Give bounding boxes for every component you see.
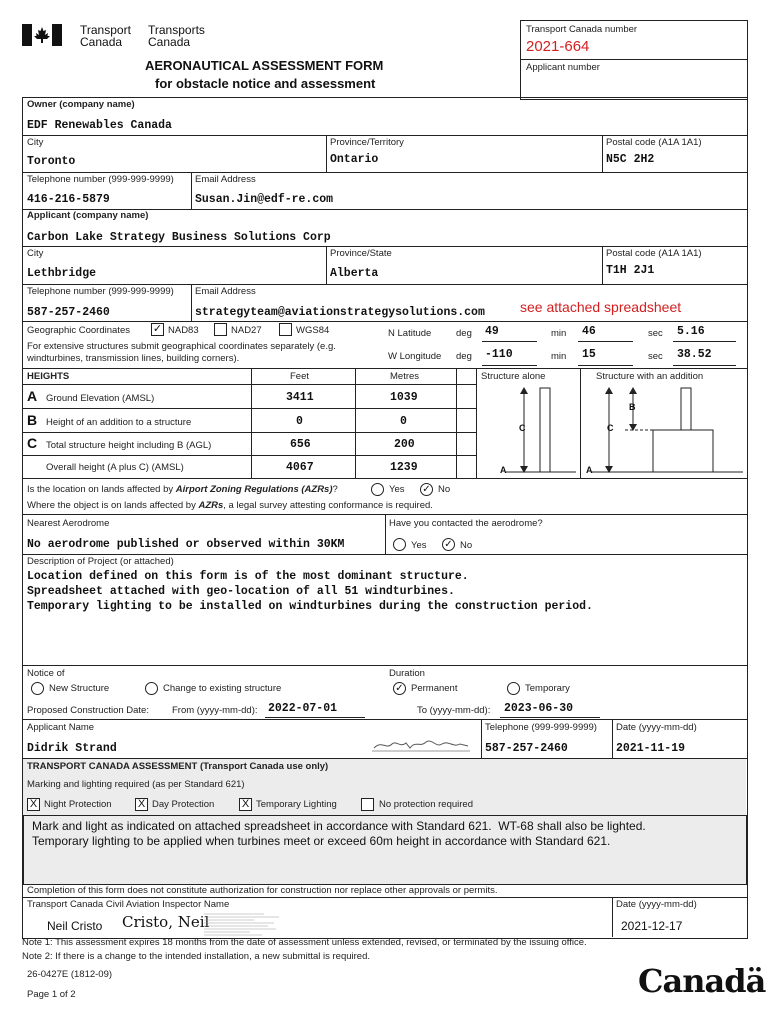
permanent-radio[interactable]: ✓ <box>393 682 406 695</box>
signature-date-label: Date (yyyy-mm-dd) <box>616 722 697 733</box>
wgs84-checkbox[interactable] <box>279 323 292 336</box>
ground-elevation-feet[interactable]: 3411 <box>286 391 314 404</box>
marking-lighting-label: Marking and lighting required (as per Standard 621) <box>27 779 245 790</box>
wgs84-label: WGS84 <box>296 325 330 336</box>
inspector-date-label: Date (yyyy-mm-dd) <box>616 899 697 910</box>
new-structure-label: New Structure <box>49 683 110 694</box>
applicant-company[interactable]: Carbon Lake Strategy Business Solutions Corp <box>27 231 331 244</box>
project-description-label: Description of Project (or attached) <box>27 556 174 567</box>
note-1: Note 1: This assessment expires 18 months from the date of assessment unless extended, revised, or terminated by the issuing office. <box>22 937 587 948</box>
addition-height-metres[interactable]: 0 <box>400 415 407 428</box>
to-date[interactable]: 2023-06-30 <box>504 702 574 715</box>
note-2: Note 2: If there is a change to the intended installation, a new submittal is required. <box>22 951 371 962</box>
heights-header: HEIGHTS <box>27 371 70 382</box>
ground-elevation-label: Ground Elevation (AMSL) <box>46 393 155 404</box>
lon-min-value[interactable]: 15 <box>582 348 596 361</box>
lon-sec-value[interactable]: 38.52 <box>677 348 712 361</box>
tc-number-value[interactable]: 2021-664 <box>526 38 590 55</box>
proposed-date-label: Proposed Construction Date: <box>27 705 149 716</box>
owner-postal[interactable]: N5C 2H2 <box>606 153 655 166</box>
lon-min-label: min <box>551 351 567 362</box>
diagram-alone-c: C <box>519 423 526 433</box>
no-protection-label: No protection required <box>379 799 473 810</box>
signature-date[interactable]: 2021-11-19 <box>616 742 686 755</box>
azr-yes-label: Yes <box>389 484 405 495</box>
day-protection-label: Day Protection <box>152 799 215 810</box>
tc-comments[interactable]: Mark and light as indicated on attached spreadsheet in accordance with Standard 621. WT-68 shall also be lighted. Temporary lighting to be applied when turbines meet or exceed 60m height in accordance with Standard 621. <box>32 819 646 848</box>
page-number: Page 1 of 2 <box>27 989 76 1000</box>
total-height-feet[interactable]: 656 <box>290 438 311 451</box>
azr-question: Is the location on lands affected by Airport Zoning Regulations (AZRs)? <box>27 484 338 495</box>
department-name-en: Transport Canada <box>80 23 131 49</box>
applicant-phone-label: Telephone number (999-999-9999) <box>27 286 174 297</box>
owner-company[interactable]: EDF Renewables Canada <box>27 119 172 132</box>
nearest-aerodrome[interactable]: No aerodrome published or observed within 30KM <box>27 538 345 551</box>
applicant-email[interactable]: strategyteam@aviationstrategysolutions.com <box>195 306 485 319</box>
applicant-signature <box>372 734 472 754</box>
diagram-addition-b: B <box>629 402 636 412</box>
structure-alone-label: Structure alone <box>481 371 546 382</box>
no-protection-checkbox[interactable] <box>361 798 374 811</box>
night-protection-checkbox[interactable]: X <box>27 798 40 811</box>
overall-height-label: Overall height (A plus C) (AMSL) <box>46 462 184 473</box>
aerodrome-yes-radio[interactable] <box>393 538 406 551</box>
addition-height-label: Height of an addition to a structure <box>46 417 192 428</box>
lon-sec-label: sec <box>648 351 663 362</box>
overall-height-feet[interactable]: 4067 <box>286 461 314 474</box>
nad27-label: NAD27 <box>231 325 262 336</box>
applicant-city[interactable]: Lethbridge <box>27 267 97 280</box>
nad83-label: NAD83 <box>168 325 199 336</box>
digital-signature-stamp <box>204 912 286 936</box>
project-line-1[interactable]: Location defined on this form is of the most dominant structure. <box>27 570 469 583</box>
project-line-3[interactable]: Temporary lighting to be installed on windturbines during the construction period. <box>27 600 593 613</box>
lat-deg-label: deg <box>456 328 472 339</box>
owner-city[interactable]: Toronto <box>27 155 76 168</box>
applicant-phone[interactable]: 587-257-2460 <box>27 306 110 319</box>
temporary-lighting-checkbox[interactable]: X <box>239 798 252 811</box>
latitude-label: N Latitude <box>388 328 432 339</box>
owner-phone[interactable]: 416-216-5879 <box>27 193 110 206</box>
nad27-checkbox[interactable] <box>214 323 227 336</box>
day-protection-checkbox[interactable]: X <box>135 798 148 811</box>
notice-of-label: Notice of <box>27 668 65 679</box>
tc-number-label: Transport Canada number <box>526 24 638 35</box>
applicant-province[interactable]: Alberta <box>330 267 379 280</box>
form-title: AERONAUTICAL ASSESSMENT FORM <box>145 58 384 73</box>
owner-phone-label: Telephone number (999-999-9999) <box>27 174 174 185</box>
aerodrome-yes-label: Yes <box>411 540 427 551</box>
owner-city-label: City <box>27 137 44 148</box>
lon-deg-value[interactable]: -110 <box>485 348 513 361</box>
applicant-province-label: Province/State <box>330 248 392 259</box>
night-protection-label: Night Protection <box>44 799 112 810</box>
diagram-addition-a: A <box>586 465 593 475</box>
applicant-number-label: Applicant number <box>526 62 600 73</box>
new-structure-radio[interactable] <box>31 682 44 695</box>
temporary-lighting-label: Temporary Lighting <box>256 799 337 810</box>
from-date[interactable]: 2022-07-01 <box>268 702 338 715</box>
form-subtitle: for obstacle notice and assessment <box>155 76 376 91</box>
applicant-postal-label: Postal code (A1A 1A1) <box>606 248 702 259</box>
lon-deg-label: deg <box>456 351 472 362</box>
tc-assessment-title: TRANSPORT CANADA ASSESSMENT (Transport Canada use only) <box>27 761 329 772</box>
diagram-addition-c: C <box>607 423 614 433</box>
lat-sec-label: sec <box>648 328 663 339</box>
nad83-checkbox[interactable]: ✓ <box>152 323 163 335</box>
azr-no-radio[interactable]: ✓ <box>420 483 433 496</box>
inspector-name[interactable]: Neil Cristo <box>47 919 103 933</box>
nearest-aerodrome-label: Nearest Aerodrome <box>27 518 110 529</box>
permanent-label: Permanent <box>411 683 458 694</box>
aerodrome-no-radio[interactable]: ✓ <box>442 538 455 551</box>
azr-yes-radio[interactable] <box>371 483 384 496</box>
change-structure-label: Change to existing structure <box>163 683 282 694</box>
disclaimer: Completion of this form does not constitute authorization for construction nor replace other approvals or permits. <box>27 885 498 896</box>
spreadsheet-note: see attached spreadsheet <box>520 299 682 315</box>
metres-header: Metres <box>390 371 420 382</box>
lat-sec-value[interactable]: 5.16 <box>677 325 705 338</box>
form-number: 26-0427E (1812-09) <box>27 969 113 980</box>
applicant-name-label: Applicant Name <box>27 722 95 733</box>
project-line-2[interactable]: Spreadsheet attached with geo-location of all 51 windturbines. <box>27 585 455 598</box>
owner-province[interactable]: Ontario <box>330 153 379 166</box>
signature-phone-label: Telephone (999-999-9999) <box>485 722 597 733</box>
canada-wordmark: Canadä <box>638 962 766 1000</box>
contacted-aerodrome-question: Have you contacted the aerodrome? <box>389 518 543 529</box>
ground-elevation-metres[interactable]: 1039 <box>390 391 418 404</box>
owner-postal-label: Postal code (A1A 1A1) <box>606 137 702 148</box>
row-c-letter: C <box>27 435 38 451</box>
owner-province-label: Province/Territory <box>330 137 404 148</box>
lat-deg-value[interactable]: 49 <box>485 325 499 338</box>
inspector-date[interactable]: 2021-12-17 <box>621 919 683 933</box>
owner-email-label: Email Address <box>195 174 256 185</box>
owner-email[interactable]: Susan.Jin@edf-re.com <box>195 193 334 206</box>
temporary-label: Temporary <box>525 683 570 694</box>
longitude-label: W Longitude <box>388 351 442 362</box>
row-a-letter: A <box>27 388 38 404</box>
structure-addition-label: Structure with an addition <box>596 371 704 382</box>
aerodrome-no-label: No <box>460 540 473 551</box>
to-date-label: To (yyyy-mm-dd): <box>417 705 491 716</box>
azr-no-label: No <box>438 484 451 495</box>
duration-label: Duration <box>389 668 425 679</box>
structure-alone-diagram <box>480 384 578 476</box>
total-height-label: Total structure height including B (AGL) <box>46 440 212 451</box>
total-height-metres[interactable]: 200 <box>394 438 415 451</box>
owner-section-label: Owner (company name) <box>27 99 135 110</box>
signature-phone[interactable]: 587-257-2460 <box>485 742 568 755</box>
coords-instructions: For extensive structures submit geographical coordinates separately (e.g. windturbines, transmission lines, building corners). <box>27 341 336 364</box>
department-name-fr: Transports Canada <box>148 23 205 49</box>
row-b-letter: B <box>27 412 38 428</box>
applicant-section-label: Applicant (company name) <box>27 210 149 221</box>
azr-note: Where the object is on lands affected by AZRs, a legal survey attesting conformance is required. <box>27 500 433 511</box>
applicant-name[interactable]: Didrik Strand <box>27 742 117 755</box>
geo-coords-label: Geographic Coordinates <box>27 325 130 336</box>
applicant-city-label: City <box>27 248 44 259</box>
applicant-postal[interactable]: T1H 2J1 <box>606 264 655 277</box>
addition-height-feet[interactable]: 0 <box>296 415 303 428</box>
lat-min-label: min <box>551 328 567 339</box>
overall-height-metres[interactable]: 1239 <box>390 461 418 474</box>
feet-header: Feet <box>290 371 310 382</box>
inspector-name-label: Transport Canada Civil Aviation Inspector Name <box>27 899 230 910</box>
lat-min-value[interactable]: 46 <box>582 325 596 338</box>
applicant-email-label: Email Address <box>195 286 256 297</box>
from-date-label: From (yyyy-mm-dd): <box>172 705 258 716</box>
inspector-signature: Cristo, Neil <box>122 913 210 931</box>
diagram-alone-a: A <box>500 465 507 475</box>
change-structure-radio[interactable] <box>145 682 158 695</box>
canada-flag-logo <box>22 24 62 46</box>
temporary-radio[interactable] <box>507 682 520 695</box>
